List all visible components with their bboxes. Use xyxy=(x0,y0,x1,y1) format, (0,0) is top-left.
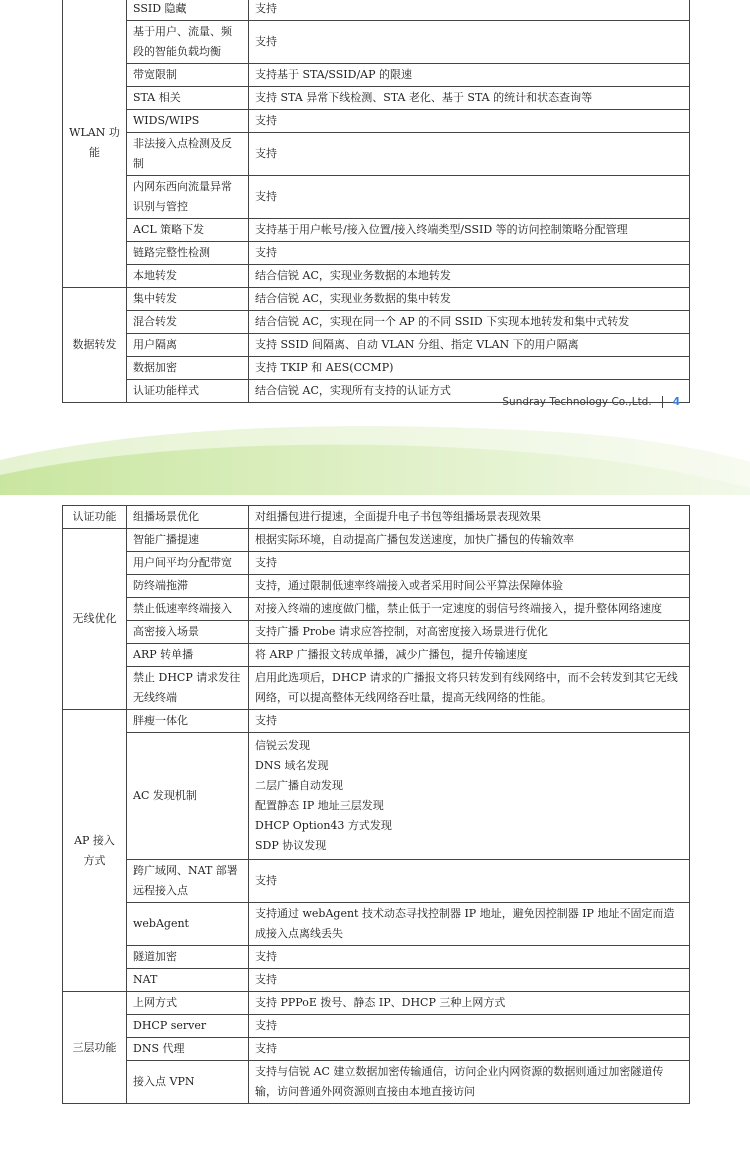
feature-cell: 数据加密 xyxy=(127,357,249,380)
desc-cell: 根据实际环境，自动提高广播包发送速度，加快广播包的传输效率 xyxy=(249,529,690,552)
desc-cell: 支持 xyxy=(249,21,690,64)
feature-cell: AC 发现机制 xyxy=(127,733,249,860)
desc-cell: 结合信锐 AC，实现所有支持的认证方式 xyxy=(249,380,690,403)
feature-cell: 胖瘦一体化 xyxy=(127,710,249,733)
feature-cell: 高密接入场景 xyxy=(127,621,249,644)
feature-cell: 防终端拖滞 xyxy=(127,575,249,598)
desc-cell: 支持 xyxy=(249,176,690,219)
company-name: Sundray Technology Co.,Ltd. xyxy=(502,396,652,408)
feature-cell: STA 相关 xyxy=(127,87,249,110)
desc-cell: 支持，通过限制低速率终端接入或者采用时间公平算法保障体验 xyxy=(249,575,690,598)
desc-cell: 支持 xyxy=(249,969,690,992)
group-auth: 认证功能 xyxy=(63,506,127,529)
desc-cell: 支持通过 webAgent 技术动态寻找控制器 IP 地址，避免因控制器 IP 地址不固定而造成接入点离线丢失 xyxy=(249,903,690,946)
feature-cell: 禁止低速率终端接入 xyxy=(127,598,249,621)
desc-cell: 支持 xyxy=(249,1038,690,1061)
feature-cell: 本地转发 xyxy=(127,265,249,288)
footer-divider xyxy=(662,396,663,408)
group-wlan: WLAN 功能 xyxy=(63,0,127,288)
feature-cell: 集中转发 xyxy=(127,288,249,311)
desc-cell: 支持与信锐 AC 建立数据加密传输通信，访问企业内网资源的数据则通过加密隧道传输，访问普通外网资源则直接由本地直接访问 xyxy=(249,1061,690,1104)
desc-cell: 支持 xyxy=(249,110,690,133)
feature-cell: 带宽限制 xyxy=(127,64,249,87)
feature-cell: DHCP server xyxy=(127,1015,249,1038)
desc-cell: 支持 xyxy=(249,860,690,903)
feature-cell: SSID 隐藏 xyxy=(127,0,249,21)
desc-cell: 支持基于 STA/SSID/AP 的限速 xyxy=(249,64,690,87)
desc-cell: 将 ARP 广播报文转成单播，减少广播包，提升传输速度 xyxy=(249,644,690,667)
spec-table-wlan xyxy=(62,0,690,403)
feature-cell: 隧道加密 xyxy=(127,946,249,969)
discovery-item: DHCP Option43 方式发现 xyxy=(255,819,392,832)
discovery-item: SDP 协议发现 xyxy=(255,839,327,852)
feature-cell: 上网方式 xyxy=(127,992,249,1015)
discovery-item: DNS 域名发现 xyxy=(255,759,329,772)
desc-cell: 支持 xyxy=(249,946,690,969)
group-data-forwarding: 数据转发 xyxy=(63,288,127,403)
feature-cell: ACL 策略下发 xyxy=(127,219,249,242)
spec-table-optimization xyxy=(62,505,690,1104)
feature-cell: 认证功能样式 xyxy=(127,380,249,403)
feature-cell: 组播场景优化 xyxy=(127,506,249,529)
group-layer3: 三层功能 xyxy=(63,992,127,1104)
feature-cell: 接入点 VPN xyxy=(127,1061,249,1104)
desc-cell: 启用此选项后，DHCP 请求的广播报文将只转发到有线网络中，而不会转发到其它无线网络，可以提高整体无线网络吞吐量，提高无线网络的性能。 xyxy=(249,667,690,710)
discovery-item: 信锐云发现 xyxy=(255,739,310,752)
page-number: 4 xyxy=(672,396,680,408)
desc-cell: 支持 xyxy=(249,1015,690,1038)
desc-cell: 支持 PPPoE 拨号、静态 IP、DHCP 三种上网方式 xyxy=(249,992,690,1015)
group-ap-access: AP 接入方式 xyxy=(63,710,127,992)
feature-cell: 混合转发 xyxy=(127,311,249,334)
desc-cell: 支持 xyxy=(249,242,690,265)
feature-cell: 基于用户、流量、频段的智能负载均衡 xyxy=(127,21,249,64)
desc-cell: 结合信锐 AC，实现业务数据的本地转发 xyxy=(249,265,690,288)
desc-cell: 结合信锐 AC，实现在同一个 AP 的不同 SSID 下实现本地转发和集中式转发 xyxy=(249,311,690,334)
feature-cell: ARP 转单播 xyxy=(127,644,249,667)
feature-cell: 内网东西向流量异常识别与管控 xyxy=(127,176,249,219)
feature-cell: webAgent xyxy=(127,903,249,946)
feature-cell: NAT xyxy=(127,969,249,992)
desc-cell: 对接入终端的速度做门槛，禁止低于一定速度的弱信号终端接入，提升整体网络速度 xyxy=(249,598,690,621)
feature-cell: 用户隔离 xyxy=(127,334,249,357)
feature-cell: 跨广域网、NAT 部署远程接入点 xyxy=(127,860,249,903)
desc-cell: 支持广播 Probe 请求应答控制，对高密度接入场景进行优化 xyxy=(249,621,690,644)
desc-cell: 支持 TKIP 和 AES(CCMP) xyxy=(249,357,690,380)
feature-cell: WIDS/WIPS xyxy=(127,110,249,133)
desc-cell: 支持 xyxy=(249,552,690,575)
desc-cell: 结合信锐 AC，实现业务数据的集中转发 xyxy=(249,288,690,311)
green-wave-decoration xyxy=(0,420,750,495)
discovery-item: 配置静态 IP 地址三层发现 xyxy=(255,799,384,812)
group-wireless-optimization: 无线优化 xyxy=(63,529,127,710)
desc-cell: 支持基于用户帐号/接入位置/接入终端类型/SSID 等的访问控制策略分配管理 xyxy=(249,219,690,242)
feature-cell: 用户间平均分配带宽 xyxy=(127,552,249,575)
desc-cell: 支持 xyxy=(249,710,690,733)
feature-cell: 智能广播提速 xyxy=(127,529,249,552)
desc-cell: 支持 SSID 间隔离、自动 VLAN 分组、指定 VLAN 下的用户隔离 xyxy=(249,334,690,357)
desc-cell-discovery-list xyxy=(249,733,690,860)
feature-cell: 禁止 DHCP 请求发往无线终端 xyxy=(127,667,249,710)
desc-cell: 支持 xyxy=(249,0,690,21)
discovery-item: 二层广播自动发现 xyxy=(255,779,343,792)
page-footer xyxy=(502,396,680,408)
feature-cell: 非法接入点检测及反制 xyxy=(127,133,249,176)
desc-cell: 支持 STA 异常下线检测、STA 老化、基于 STA 的统计和状态查询等 xyxy=(249,87,690,110)
desc-cell: 支持 xyxy=(249,133,690,176)
desc-cell: 对组播包进行提速，全面提升电子书包等组播场景表现效果 xyxy=(249,506,690,529)
feature-cell: DNS 代理 xyxy=(127,1038,249,1061)
feature-cell: 链路完整性检测 xyxy=(127,242,249,265)
